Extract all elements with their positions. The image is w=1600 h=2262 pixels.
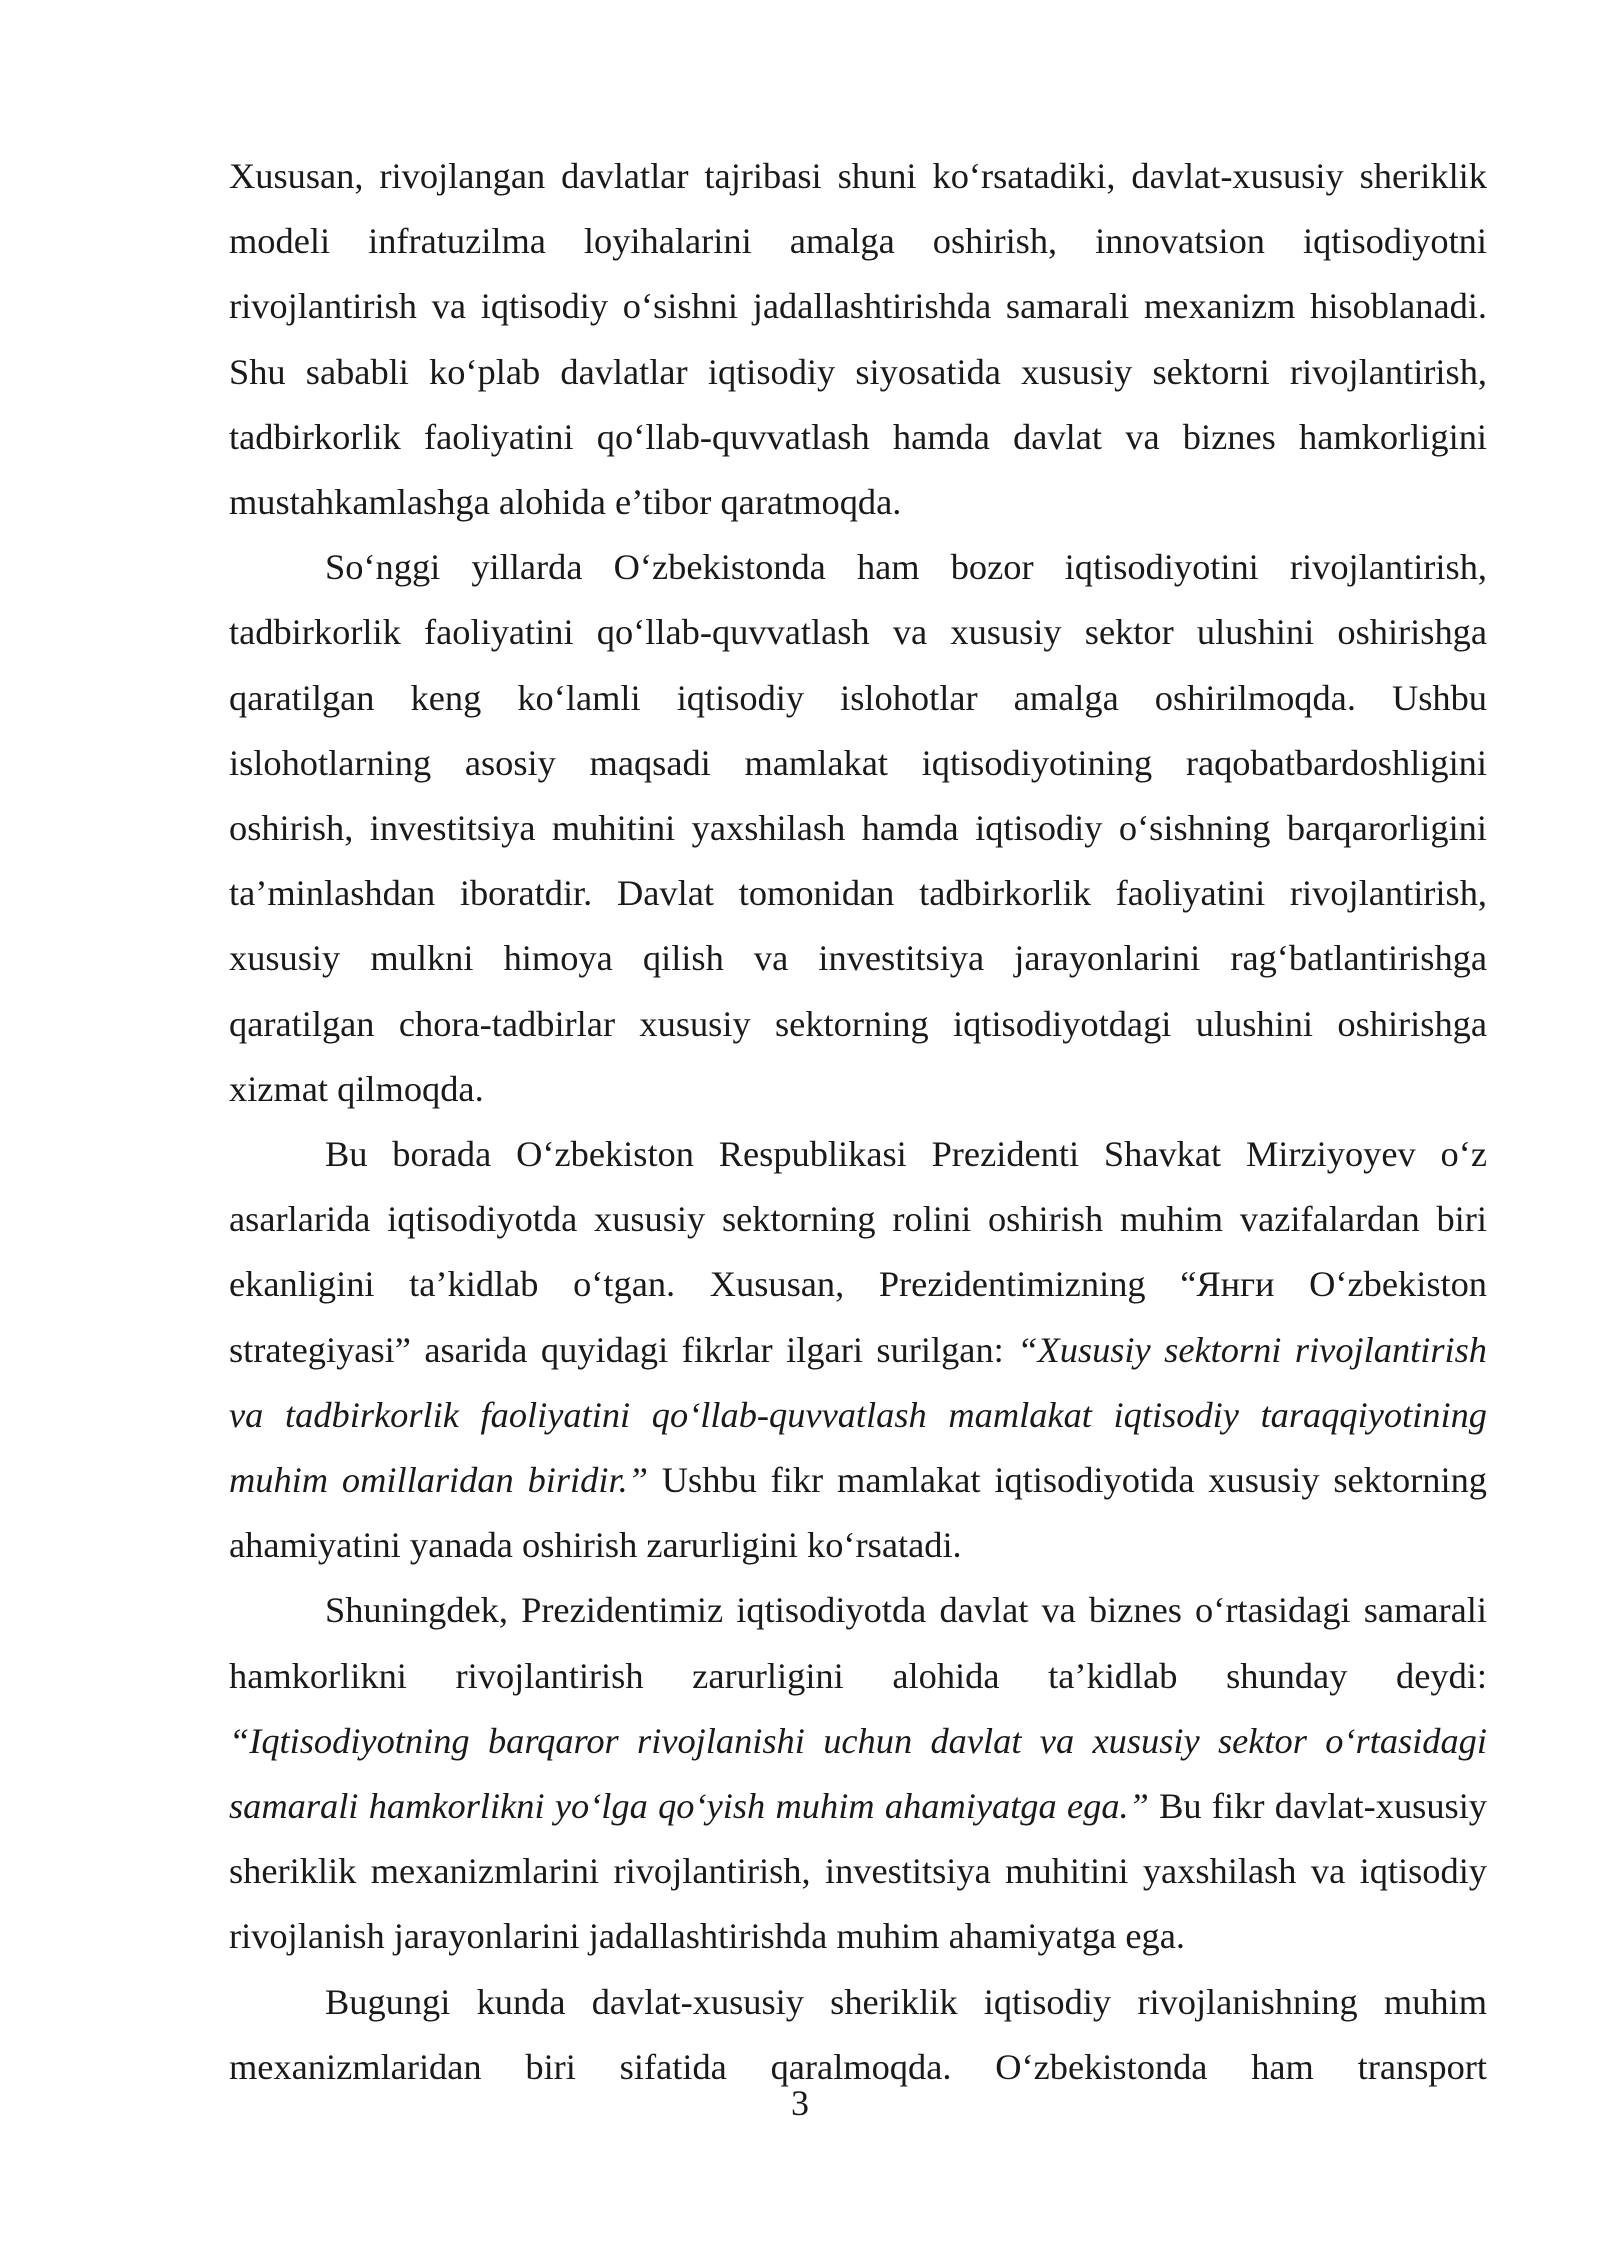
paragraph-text: Ushbu fikr mamlakat iqtisodiyotida xususiy sektorning ahamiyatini yanada oshirish zarurligini ko‘rsatadi. <box>229 1460 1487 1566</box>
italic-quote: “Iqtisodiyotning barqaror rivojlanishi uchun davlat va xususiy sektor o‘rtasidagi samarali hamkorlikni yo‘lga qo‘yish muhim ahamiyatga ega.” <box>229 1720 1487 1827</box>
paragraph-text: Bu borada O‘zbekiston Respublikasi Prezidenti Shavkat Mirziyoyev o‘z asarlarida iqtisodiyotda xususiy sektorning rolini oshirish muhim vazifalardan biri ekanligini ta’kidlab o‘tgan. Xususan, Prezidentimizning “Янги O‘zbekiston strategiyasi” asarida quyidagi fikrlar ilgari surilgan: <box>229 1134 1487 1370</box>
page-number: 3 <box>791 2083 809 2123</box>
paragraph-president-quote-1 <box>229 1122 1487 1578</box>
paragraph-reforms: So‘nggi yillarda O‘zbekistonda ham bozor iqtisodiyotini rivojlantirish, tadbirkorlik faoliyatini qo‘llab-quvvatlash va xususiy sektor ulushini oshirishga qaratilgan keng ko‘lamli iqtisodiy islohotlar amalga oshirilmoqda. Ushbu islohotlarning asosiy maqsadi mamlakat iqtisodiyotining raqobatbardoshligini oshirish, investitsiya muhitini yaxshilash hamda iqtisodiy o‘sishning barqarorligini ta’minlashdan iboratdir. Davlat tomonidan tadbirkorlik faoliyatini rivojlantirish, xususiy mulkni himoya qilish va investitsiya jarayonlarini rag‘batlantirishga qaratilgan chora-tadbirlar xususiy sektorning iqtisodiyotdagi ulushini oshirishga xizmat qilmoqda. <box>229 547 1487 1109</box>
paragraph-partnership: Bugungi kunda davlat-xususiy sheriklik iqtisodiy rivojlanishning muhim mexanizmlaridan biri sifatida qaralmoqda. O‘zbekistonda ham transport <box>229 1981 1487 2087</box>
paragraph-text: Bu fikr davlat-xususiy sheriklik mexanizmlarini rivojlantirish, investitsiya muhitini yaxshilash va iqtisodiy rivojlanish jarayonlarini jadallashtirishda muhim ahamiyatga ega. <box>229 1786 1488 1957</box>
paragraph-text: Shuningdek, Prezidentimiz iqtisodiyotda davlat va biznes o‘rtasidagi samarali hamkorlikni rivojlantirish zarurligini alohida ta’kidlab shunday deydi: <box>229 1590 1487 1696</box>
italic-quote: “Xususiy sektorni rivojlantirish va tadbirkorlik faoliyatini qo‘llab-quvvatlash mamlakat iqtisodiy taraqqiyotining muhim omillaridan biridir.” <box>229 1329 1487 1501</box>
body-text <box>229 144 1487 2100</box>
paragraph-president-quote-2 <box>229 1578 1487 1969</box>
paragraph-continuation: Xususan, rivojlangan davlatlar tajribasi shuni ko‘rsatadiki, davlat-xususiy sheriklik modeli infratuzilma loyihalarini amalga oshirish, innovatsion iqtisodiyotni rivojlantirish va iqtisodiy o‘sishni jadallashtirishda samarali mexanizm hisoblanadi. Shu sababli ko‘plab davlatlar iqtisodiy siyosatida xususiy sektorni rivojlantirish, tadbirkorlik faoliyatini qo‘llab-quvvatlash hamda davlat va biznes hamkorligini mustahkamlashga alohida e’tibor qaratmoqda. <box>229 156 1487 523</box>
